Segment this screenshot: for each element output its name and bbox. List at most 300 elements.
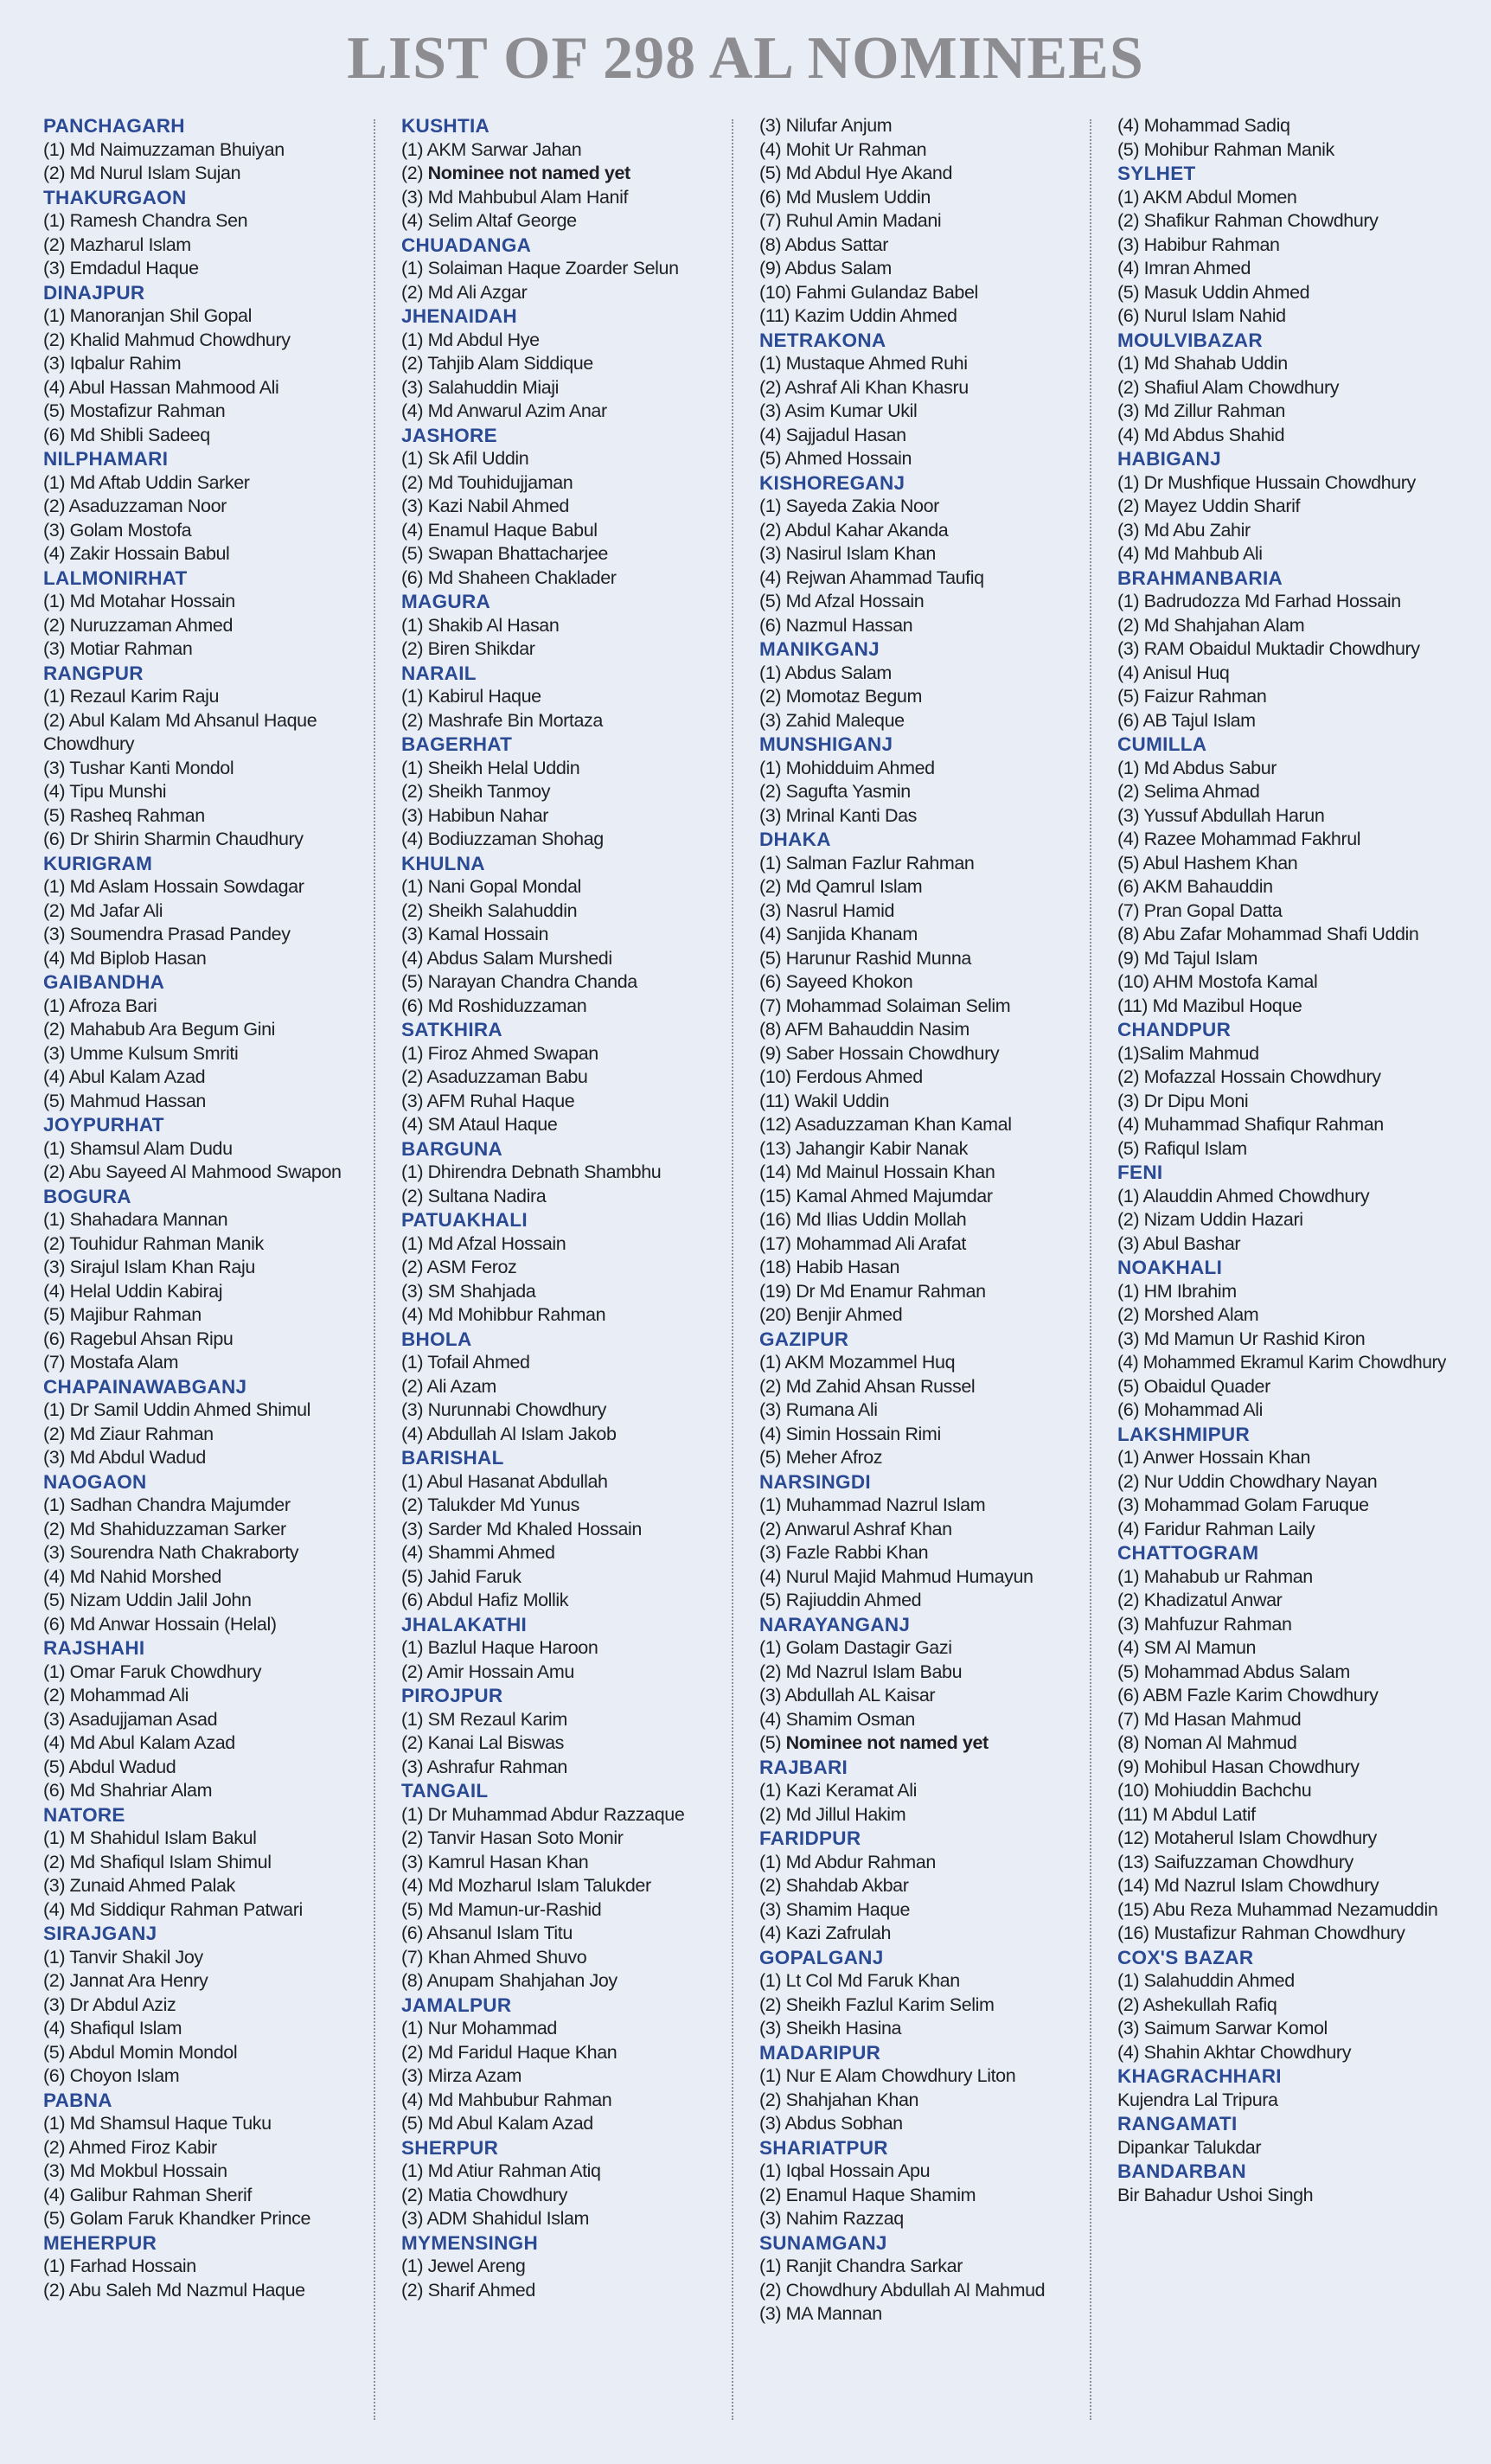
- candidate-entry: (2) Ashraf Ali Khan Khasru: [759, 376, 969, 398]
- district-heading: KUSHTIA: [401, 115, 490, 137]
- candidate-entry: (5) Swapan Bhattacharjee: [401, 543, 608, 564]
- candidate-entry: (4) Md Mozharul Islam Talukder: [401, 1875, 651, 1896]
- candidate-entry: (5) Nominee not named yet: [759, 1732, 989, 1753]
- candidate-entry: (1) Farhad Hossain: [43, 2256, 196, 2276]
- candidate-entry: (1) Anwer Hossain Khan: [1117, 1447, 1311, 1468]
- candidate-entry: (1) Tanvir Shakil Joy: [43, 1946, 203, 1968]
- district-heading: TANGAIL: [401, 1780, 489, 1802]
- candidate-entry: (5) Md Mamun-ur-Rashid: [401, 1898, 602, 1920]
- candidate-entry: (5) Rajiuddin Ahmed: [759, 1590, 922, 1610]
- candidate-entry: (3) Mohammad Golam Faruque: [1117, 1494, 1369, 1515]
- column-4: [1117, 114, 1446, 2207]
- candidate-entry: (8) Abu Zafar Mohammad Shafi Uddin: [1117, 924, 1419, 944]
- candidate-entry: (4) Abdus Salam Murshedi: [401, 947, 612, 969]
- candidate-entry: (17) Mohammad Ali Arafat: [759, 1232, 966, 1254]
- district-heading: GAZIPUR: [759, 1328, 849, 1350]
- candidate-entry: (2) Nominee not named yet: [401, 163, 630, 183]
- candidate-entry: (3) Md Abdul Wadud: [43, 1447, 206, 1468]
- candidate-entry: (7) Mohammad Solaiman Selim: [759, 995, 1011, 1016]
- district-heading: MADARIPUR: [759, 2041, 881, 2064]
- candidate-entry: (2) Anwarul Ashraf Khan: [759, 1518, 952, 1539]
- candidate-entry: (20) Benjir Ahmed: [759, 1304, 903, 1325]
- candidate-entry: (4) Abul Hassan Mahmood Ali: [43, 376, 279, 398]
- district-heading: NARAYANGANJ: [759, 1613, 911, 1635]
- candidate-entry: (3) Kamrul Hasan Khan: [401, 1851, 589, 1872]
- candidate-entry: (4) Md Nahid Morshed: [43, 1565, 221, 1587]
- district-heading: JAMALPUR: [401, 1994, 512, 2016]
- candidate-entry: (2) Md Qamrul Islam: [759, 876, 923, 897]
- district-heading: BARISHAL: [401, 1447, 504, 1469]
- candidate-entry: (2) Abu Sayeed Al Mahmood Swapon: [43, 1162, 342, 1182]
- district-heading: SHARIATPUR: [759, 2136, 888, 2159]
- candidate-entry: (4) Shamim Osman: [759, 1708, 915, 1730]
- candidate-entry: (2) Md Ziaur Rahman: [43, 1423, 214, 1444]
- candidate-entry: (3) Abdus Sobhan: [759, 2113, 903, 2134]
- candidate-entry: (10) AHM Mostofa Kamal: [1117, 971, 1318, 992]
- candidate-entry: (2) Mazharul Islam: [43, 234, 191, 255]
- candidate-entry: (4) Mohammad Sadiq: [1117, 115, 1290, 136]
- column-divider: [732, 119, 733, 2420]
- candidate-entry: (3) AFM Ruhal Haque: [401, 1090, 575, 1111]
- candidate-entry: (6) Ahsanul Islam Titu: [401, 1923, 573, 1943]
- district-heading: CHUADANGA: [401, 234, 532, 256]
- candidate-entry: (4) Tipu Munshi: [43, 781, 167, 802]
- candidate-entry: (3) Md Mokbul Hossain: [43, 2160, 227, 2181]
- candidate-entry: (1) Md Abdul Hye: [401, 329, 540, 350]
- district-heading: NARSINGDI: [759, 1470, 871, 1493]
- district-heading: JOYPURHAT: [43, 1114, 164, 1136]
- candidate-entry: (1) Salahuddin Ahmed: [1117, 1970, 1295, 1991]
- candidate-entry: (2) Shafiul Alam Chowdhury: [1117, 376, 1340, 398]
- candidate-entry: (2) Khadizatul Anwar: [1117, 1590, 1283, 1610]
- candidate-entry: (4) Md Anwarul Azim Anar: [401, 400, 607, 421]
- candidate-entry: (2) Shahjahan Khan: [759, 2089, 919, 2110]
- candidate-entry: (1) Kazi Keramat Ali: [759, 1780, 917, 1801]
- candidate-entry: (2) Ali Azam: [401, 1375, 496, 1397]
- nominee-columns: [0, 114, 1491, 2449]
- candidate-entry: (3) Md Mamun Ur Rashid Kiron: [1117, 1328, 1366, 1349]
- candidate-entry: (6) ABM Fazle Karim Chowdhury: [1117, 1685, 1379, 1706]
- candidate-entry: (1) HM Ibrahim: [1117, 1280, 1237, 1302]
- candidate-entry: (2) Md Shahjahan Alam: [1117, 614, 1305, 636]
- district-heading: DHAKA: [759, 829, 831, 850]
- candidate-entry: (2) Chowdhury Abdullah Al Mahmud: [759, 2279, 1046, 2301]
- district-heading: SUNAMGANJ: [759, 2231, 887, 2254]
- district-heading: CHAPAINAWABGANJ: [43, 1375, 247, 1398]
- district-heading: JHALAKATHI: [401, 1613, 528, 1635]
- candidate-entry: (2) Asaduzzaman Noor: [43, 496, 227, 516]
- candidate-entry: (1) Abdus Salam: [759, 662, 892, 683]
- candidate-entry: (1) Mustaque Ahmed Ruhi: [759, 353, 968, 374]
- candidate-entry: (9) Abdus Salam: [759, 258, 892, 278]
- candidate-entry: (2) Morshed Alam: [1117, 1304, 1259, 1325]
- candidate-entry: (13) Jahangir Kabir Nanak: [759, 1137, 968, 1159]
- candidate-entry: (13) Saifuzzaman Chowdhury: [1117, 1851, 1353, 1872]
- candidate-entry: (1) Rezaul Karim Raju: [43, 686, 220, 707]
- candidate-entry: (6) Md Shibli Sadeeq: [43, 424, 210, 445]
- candidate-entry: (5) Meher Afroz: [759, 1447, 883, 1468]
- candidate-entry: (6) Nazmul Hassan: [759, 614, 913, 636]
- candidate-entry: (3) Nahim Razzaq: [759, 2208, 904, 2229]
- column-divider: [1090, 119, 1091, 2420]
- candidate-entry: (2) Ashekullah Rafiq: [1117, 1994, 1277, 2015]
- district-heading: KHULNA: [401, 852, 485, 874]
- candidate-entry: (3) Sarder Md Khaled Hossain: [401, 1518, 642, 1539]
- candidate-entry: (3) Asadujjaman Asad: [43, 1708, 218, 1730]
- candidate-entry: (10) Ferdous Ahmed: [759, 1066, 923, 1087]
- candidate-entry: (5) Mostafizur Rahman: [43, 400, 226, 421]
- candidate-entry: (3) Abdullah AL Kaisar: [759, 1685, 936, 1706]
- candidate-entry: (7) Mostafa Alam: [43, 1352, 179, 1373]
- candidate-entry: (6) Mohammad Ali: [1117, 1399, 1264, 1420]
- candidate-entry: (6) Md Shaheen Chaklader: [401, 566, 617, 588]
- candidate-entry: (2) Tahjib Alam Siddique: [401, 353, 593, 374]
- district-heading: BHOLA: [401, 1328, 472, 1350]
- candidate-entry: Bir Bahadur Ushoi Singh: [1117, 2184, 1314, 2205]
- candidate-entry: (5) Majibur Rahman: [43, 1304, 202, 1325]
- candidate-entry: (2) Mashrafe Bin Mortaza: [401, 709, 603, 731]
- candidate-entry: (1) Alauddin Ahmed Chowdhury: [1117, 1185, 1370, 1206]
- candidate-entry: (1) Dr Muhammad Abdur Razzaque: [401, 1803, 685, 1825]
- candidate-entry: (3) Motiar Rahman: [43, 638, 193, 659]
- candidate-entry: (1) Mohidduim Ahmed: [759, 757, 935, 778]
- candidate-entry: (4) Mohit Ur Rahman: [759, 138, 927, 160]
- candidate-entry: (1) Nani Gopal Mondal: [401, 876, 581, 897]
- candidate-entry: (1) Md Shamsul Haque Tuku: [43, 2113, 272, 2134]
- candidate-entry: (1) SM Rezaul Karim: [401, 1708, 567, 1730]
- candidate-entry: (7) Khan Ahmed Shuvo: [401, 1946, 587, 1968]
- candidate-entry: (4) Md Mohibbur Rahman: [401, 1304, 606, 1325]
- candidate-entry: (2) Md Shahiduzzaman Sarker: [43, 1518, 286, 1539]
- candidate-entry: (6) Abdul Hafiz Mollik: [401, 1590, 569, 1610]
- candidate-entry: (5) Mohibur Rahman Manik: [1117, 138, 1334, 160]
- candidate-entry: (4) Kazi Zafrulah: [759, 1923, 892, 1943]
- candidate-entry: (6) Md Muslem Uddin: [759, 186, 931, 208]
- column-2: [401, 114, 721, 2302]
- candidate-entry: (1) Md Aftab Uddin Sarker: [43, 471, 250, 493]
- candidate-entry: (2) Mofazzal Hossain Chowdhury: [1117, 1066, 1381, 1087]
- candidate-entry: (1) Shahadara Mannan: [43, 1209, 228, 1230]
- candidate-entry: (1) Badrudozza Md Farhad Hossain: [1117, 591, 1401, 611]
- candidate-entry: (5) Md Abul Kalam Azad: [401, 2113, 593, 2134]
- candidate-entry: Kujendra Lal Tripura: [1117, 2089, 1278, 2110]
- candidate-entry: (6) Choyon Islam: [43, 2065, 180, 2086]
- candidate-entry: (3) SM Shahjada: [401, 1280, 536, 1302]
- candidate-entry: (2) Biren Shikdar: [401, 638, 535, 659]
- candidate-entry: (1) Md Motahar Hossain: [43, 591, 235, 611]
- candidate-entry: (1) Sk Afil Uddin: [401, 448, 529, 469]
- candidate-entry: (2) Nuruzzaman Ahmed: [43, 614, 234, 636]
- candidate-entry: (16) Mustafizur Rahman Chowdhury: [1117, 1923, 1405, 1943]
- candidate-entry: (5) Abdul Momin Mondol: [43, 2041, 238, 2063]
- candidate-entry: (3) Zunaid Ahmed Palak: [43, 1875, 235, 1896]
- candidate-entry: (4) Sanjida Khanam: [759, 924, 918, 944]
- candidate-entry: (18) Habib Hasan: [759, 1257, 900, 1277]
- candidate-entry: (16) Md Ilias Uddin Mollah: [759, 1209, 967, 1230]
- candidate-entry: (6) Md Shahriar Alam: [43, 1780, 213, 1801]
- candidate-entry: (4) Shafiqul Islam: [43, 2018, 182, 2038]
- nominee-pending-text: Nominee not named yet: [785, 1732, 989, 1753]
- candidate-entry: (3) Ashrafur Rahman: [401, 1756, 567, 1777]
- district-heading: SYLHET: [1117, 163, 1196, 184]
- candidate-entry: (7) Ruhul Amin Madani: [759, 210, 942, 231]
- candidate-entry: (2) Matia Chowdhury: [401, 2184, 567, 2205]
- candidate-entry: (5) Abul Hashem Khan: [1117, 852, 1298, 874]
- candidate-entry: (5) Narayan Chandra Chanda: [401, 971, 637, 992]
- candidate-entry: (4) Anisul Huq: [1117, 662, 1230, 683]
- district-heading: KISHOREGANJ: [759, 471, 905, 494]
- candidate-entry: (1) Salman Fazlur Rahman: [759, 852, 975, 874]
- candidate-entry: (5) Ahmed Hossain: [759, 448, 912, 469]
- candidate-entry: (4) Abul Kalam Azad: [43, 1066, 206, 1087]
- candidate-entry: (3) Emdadul Haque: [43, 258, 199, 278]
- candidate-entry: (4) Bodiuzzaman Shohag: [401, 829, 604, 849]
- candidate-entry: (3) Abul Bashar: [1117, 1232, 1241, 1254]
- district-heading: MAGURA: [401, 591, 491, 612]
- candidate-entry: (4) Muhammad Shafiqur Rahman: [1117, 1114, 1384, 1135]
- candidate-entry: (1) Sheikh Helal Uddin: [401, 757, 580, 778]
- candidate-entry: (1) Mahabub ur Rahman: [1117, 1565, 1313, 1587]
- district-heading: NARAIL: [401, 662, 477, 684]
- candidate-entry: (3) Soumendra Prasad Pandey: [43, 924, 291, 944]
- district-heading: GAIBANDHA: [43, 971, 165, 993]
- district-heading: MYMENSINGH: [401, 2231, 539, 2254]
- candidate-entry: (1) Bazlul Haque Haroon: [401, 1637, 598, 1658]
- candidate-entry: (7) Pran Gopal Datta: [1117, 899, 1283, 921]
- district-heading: MEHERPUR: [43, 2231, 157, 2254]
- candidate-entry: (4) Zakir Hossain Babul: [43, 543, 230, 564]
- candidate-entry: (2) Md Jillul Hakim: [759, 1803, 906, 1825]
- candidate-entry: (1) Ranjit Chandra Sarkar: [759, 2256, 963, 2276]
- candidate-entry: (12) Asaduzzaman Khan Kamal: [759, 1114, 1012, 1135]
- candidate-entry: (1) Kabirul Haque: [401, 686, 541, 707]
- candidate-entry: (1) Tofail Ahmed: [401, 1352, 530, 1373]
- candidate-entry: (3) Rumana Ali: [759, 1399, 878, 1420]
- district-heading: LALMONIRHAT: [43, 566, 188, 589]
- district-heading: MUNSHIGANJ: [759, 733, 893, 755]
- candidate-entry: (4) Nurul Majid Mahmud Humayun: [759, 1565, 1033, 1587]
- candidate-entry: (4) SM Ataul Haque: [401, 1114, 558, 1135]
- district-heading: RANGAMATI: [1117, 2113, 1238, 2134]
- district-heading: RANGPUR: [43, 662, 144, 684]
- candidate-entry: (3) Md Mahbubul Alam Hanif: [401, 186, 629, 208]
- candidate-entry: (1) Md Shahab Uddin: [1117, 353, 1288, 374]
- district-heading: FENI: [1117, 1162, 1163, 1183]
- candidate-entry: (4) Shammi Ahmed: [401, 1542, 555, 1563]
- candidate-entry: (1) Firoz Ahmed Swapan: [401, 1042, 598, 1064]
- district-heading: BANDARBAN: [1117, 2160, 1246, 2182]
- candidate-entry: (2) Md Touhidujjaman: [401, 471, 573, 493]
- candidate-entry: (1) Sayeda Zakia Noor: [759, 496, 939, 516]
- candidate-entry: (1)Salim Mahmud: [1117, 1042, 1259, 1064]
- candidate-entry: (4) Enamul Haque Babul: [401, 519, 598, 541]
- candidate-entry: (2) Selima Ahmad: [1117, 781, 1260, 802]
- candidate-entry: (1) AKM Abdul Momen: [1117, 186, 1297, 208]
- district-heading: DINAJPUR: [43, 281, 145, 304]
- district-heading: PANCHAGARH: [43, 115, 185, 137]
- candidate-entry: (5) Abdul Wadud: [43, 1756, 176, 1777]
- candidate-entry: (5) Masuk Uddin Ahmed: [1117, 281, 1310, 303]
- candidate-entry: (6) AKM Bahauddin: [1117, 876, 1273, 897]
- candidate-entry: (2) Sheikh Fazlul Karim Selim: [759, 1994, 995, 2015]
- candidate-entry: (3) Kazi Nabil Ahmed: [401, 496, 569, 516]
- candidate-entry: Dipankar Talukdar: [1117, 2136, 1262, 2158]
- candidate-entry: (2) Khalid Mahmud Chowdhury: [43, 329, 291, 350]
- candidate-entry: (2) Mohammad Ali: [43, 1685, 189, 1706]
- candidate-entry: (14) Md Mainul Hossain Khan: [759, 1162, 995, 1182]
- district-heading: RAJBARI: [759, 1756, 848, 1778]
- candidate-entry: (3) Saimum Sarwar Komol: [1117, 2018, 1328, 2038]
- candidate-entry: (1) Jewel Areng: [401, 2256, 526, 2276]
- candidate-entry: (3) Md Abu Zahir: [1117, 519, 1251, 541]
- candidate-entry: (1) Md Afzal Hossain: [401, 1232, 566, 1254]
- candidate-entry: (1) Muhammad Nazrul Islam: [759, 1494, 986, 1515]
- district-heading: SATKHIRA: [401, 1019, 502, 1040]
- candidate-entry: (2) Sultana Nadira: [401, 1185, 547, 1206]
- candidate-entry: (4) Shahin Akhtar Chowdhury: [1117, 2041, 1352, 2063]
- candidate-entry: (1) Nur E Alam Chowdhury Liton: [759, 2065, 1016, 2086]
- district-heading: PIROJPUR: [401, 1685, 503, 1706]
- candidate-entry: (1) Dhirendra Debnath Shambhu: [401, 1162, 662, 1182]
- candidate-entry: (2) Mahabub Ara Begum Gini: [43, 1019, 276, 1040]
- district-heading: NAOGAON: [43, 1470, 147, 1493]
- district-heading: KURIGRAM: [43, 852, 153, 874]
- candidate-entry: (5) Jahid Faruk: [401, 1565, 522, 1587]
- candidate-entry: (3) Tushar Kanti Mondol: [43, 757, 234, 778]
- candidate-entry: (3) Nasirul Islam Khan: [759, 543, 936, 564]
- candidate-entry: (3) Sheikh Hasina: [759, 2018, 902, 2038]
- candidate-entry: (1) Omar Faruk Chowdhury: [43, 1661, 262, 1682]
- candidate-entry: (3) Dr Abdul Aziz: [43, 1994, 176, 2015]
- candidate-entry: (3) Kamal Hossain: [401, 924, 549, 944]
- candidate-entry: (1) Md Naimuzzaman Bhuiyan: [43, 138, 285, 160]
- candidate-entry: (3) Habibun Nahar: [401, 804, 549, 826]
- candidate-entry: (2) Shahdab Akbar: [759, 1875, 909, 1896]
- district-heading: NATORE: [43, 1803, 125, 1826]
- candidate-entry: (3) Mirza Azam: [401, 2065, 522, 2086]
- candidate-entry: (8) Anupam Shahjahan Joy: [401, 1970, 618, 1991]
- candidate-entry: (11) Kazim Uddin Ahmed: [759, 305, 957, 326]
- candidate-entry: (3) Mrinal Kanti Das: [759, 804, 917, 826]
- district-heading: CHATTOGRAM: [1117, 1542, 1259, 1564]
- candidate-entry: (15) Abu Reza Muhammad Nezamuddin: [1117, 1898, 1438, 1920]
- candidate-entry: (3) Md Zillur Rahman: [1117, 400, 1285, 421]
- candidate-entry: (6) AB Tajul Islam: [1117, 709, 1256, 731]
- candidate-entry: (1) Abul Hasanat Abdullah: [401, 1470, 608, 1492]
- candidate-entry: (2) Abdul Kahar Akanda: [759, 519, 949, 541]
- candidate-entry: (2) Md Zahid Ahsan Russel: [759, 1375, 976, 1397]
- column-1: [43, 114, 363, 2302]
- candidate-entry: (2) Sheikh Salahuddin: [401, 899, 578, 921]
- candidate-entry: (1) Shamsul Alam Dudu: [43, 1137, 233, 1159]
- district-heading: BOGURA: [43, 1185, 131, 1207]
- candidate-entry: (3) Nilufar Anjum: [759, 115, 893, 136]
- candidate-entry: (11) Md Mazibul Hoque: [1117, 995, 1302, 1016]
- candidate-entry: (3) Habibur Rahman: [1117, 234, 1280, 255]
- district-heading: RAJSHAHI: [43, 1637, 145, 1659]
- candidate-entry: (3) RAM Obaidul Muktadir Chowdhury: [1117, 638, 1420, 659]
- candidate-entry: (4) Faridur Rahman Laily: [1117, 1518, 1315, 1539]
- district-heading: SHERPUR: [401, 2136, 499, 2159]
- candidate-entry: (3) Sourendra Nath Chakraborty: [43, 1542, 299, 1563]
- candidate-entry: (4) Md Siddiqur Rahman Patwari: [43, 1898, 303, 1920]
- candidate-entry: (2) Md Nurul Islam Sujan: [43, 163, 241, 183]
- candidate-entry: (4) Md Biplob Hasan: [43, 947, 207, 969]
- candidate-entry: (9) Md Tajul Islam: [1117, 947, 1258, 969]
- candidate-entry: (9) Mohibul Hasan Chowdhury: [1117, 1756, 1360, 1777]
- candidate-entry: (14) Md Nazrul Islam Chowdhury: [1117, 1875, 1379, 1896]
- candidate-entry: (2) Md Faridul Haque Khan: [401, 2041, 618, 2063]
- candidate-entry: (6) Nurul Islam Nahid: [1117, 305, 1286, 326]
- candidate-entry: (8) Noman Al Mahmud: [1117, 1732, 1297, 1753]
- district-heading: GOPALGANJ: [759, 1946, 884, 1968]
- candidate-entry: (2) Md Jafar Ali: [43, 899, 163, 921]
- candidate-entry: (1) AKM Mozammel Huq: [759, 1352, 956, 1373]
- candidate-entry: (1) Solaiman Haque Zoarder Selun: [401, 258, 679, 278]
- candidate-entry: (2) Sagufta Yasmin: [759, 781, 911, 802]
- nominee-pending-text: Nominee not named yet: [427, 163, 630, 183]
- candidate-entry: (4) Imran Ahmed: [1117, 258, 1251, 278]
- district-heading: MOULVIBAZAR: [1117, 329, 1263, 351]
- candidate-entry: (3) Salahuddin Miaji: [401, 376, 560, 398]
- candidate-entry: (3) Iqbalur Rahim: [43, 353, 182, 374]
- candidate-entry: (1) Afroza Bari: [43, 995, 157, 1016]
- candidate-entry: (5) Rasheq Rahman: [43, 804, 205, 826]
- candidate-entry: (1) Dr Mushfique Hussain Chowdhury: [1117, 471, 1416, 493]
- candidate-entry: (9) Saber Hossain Chowdhury: [759, 1042, 1000, 1064]
- candidate-entry: (4) Mohammed Ekramul Karim Chowdhury: [1117, 1352, 1446, 1373]
- candidate-entry: (15) Kamal Ahmed Majumdar: [759, 1185, 993, 1206]
- district-heading: MANIKGANJ: [759, 638, 880, 660]
- candidate-entry: (4) SM Al Mamun: [1117, 1637, 1257, 1658]
- candidate-entry: (1) Md Abdur Rahman: [759, 1851, 936, 1872]
- candidate-entry: (6) Md Roshiduzzaman: [401, 995, 587, 1016]
- candidate-entry: (5) Mahmud Hassan: [43, 1090, 206, 1111]
- district-heading: FARIDPUR: [759, 1827, 861, 1849]
- district-heading: LAKSHMIPUR: [1117, 1423, 1250, 1445]
- district-heading: PABNA: [43, 2089, 112, 2111]
- candidate-entry: (8) Abdus Sattar: [759, 234, 888, 255]
- candidate-entry: (2) Kanai Lal Biswas: [401, 1732, 564, 1753]
- candidate-entry: (1) Ramesh Chandra Sen: [43, 210, 248, 231]
- candidate-entry: (3) Golam Mostofa: [43, 519, 192, 541]
- candidate-entry: (1) Md Aslam Hossain Sowdagar: [43, 876, 304, 897]
- candidate-entry: (1) Iqbal Hossain Apu: [759, 2160, 931, 2181]
- candidate-entry: (2) Md Shafiqul Islam Shimul: [43, 1851, 272, 1872]
- candidate-entry: (3) MA Mannan: [759, 2303, 882, 2324]
- candidate-entry: (5) Nizam Uddin Jalil John: [43, 1590, 252, 1610]
- candidate-entry: (6) Md Anwar Hossain (Helal): [43, 1613, 277, 1635]
- candidate-entry: (2) Nizam Uddin Hazari: [1117, 1209, 1303, 1230]
- candidate-entry: (5) Faizur Rahman: [1117, 686, 1267, 707]
- page-title: LIST OF 298 AL NOMINEES: [347, 25, 1144, 92]
- candidate-entry: (3) Dr Dipu Moni: [1117, 1090, 1249, 1111]
- candidate-entry: (5) Obaidul Quader: [1117, 1375, 1270, 1397]
- candidate-entry: (2) Amir Hossain Amu: [401, 1661, 574, 1682]
- candidate-entry: (4) Md Mahbubur Rahman: [401, 2089, 612, 2110]
- candidate-entry: (3) Mahfuzur Rahman: [1117, 1613, 1292, 1635]
- candidate-entry: (1) M Shahidul Islam Bakul: [43, 1827, 257, 1848]
- candidate-entry: (4) Abdullah Al Islam Jakob: [401, 1423, 617, 1444]
- district-heading: NETRAKONA: [759, 329, 886, 351]
- candidate-entry: (19) Dr Md Enamur Rahman: [759, 1280, 986, 1302]
- candidate-entry: (2) Touhidur Rahman Manik: [43, 1232, 264, 1254]
- candidate-entry: (1) Md Abdus Sabur: [1117, 757, 1277, 778]
- candidate-entry: (6) Ragebul Ahsan Ripu: [43, 1328, 234, 1349]
- candidate-entry: (11) M Abdul Latif: [1117, 1803, 1256, 1825]
- candidate-entry: (5) Rafiqul Islam: [1117, 1137, 1247, 1159]
- candidate-entry: (2) Ahmed Firoz Kabir: [43, 2136, 217, 2158]
